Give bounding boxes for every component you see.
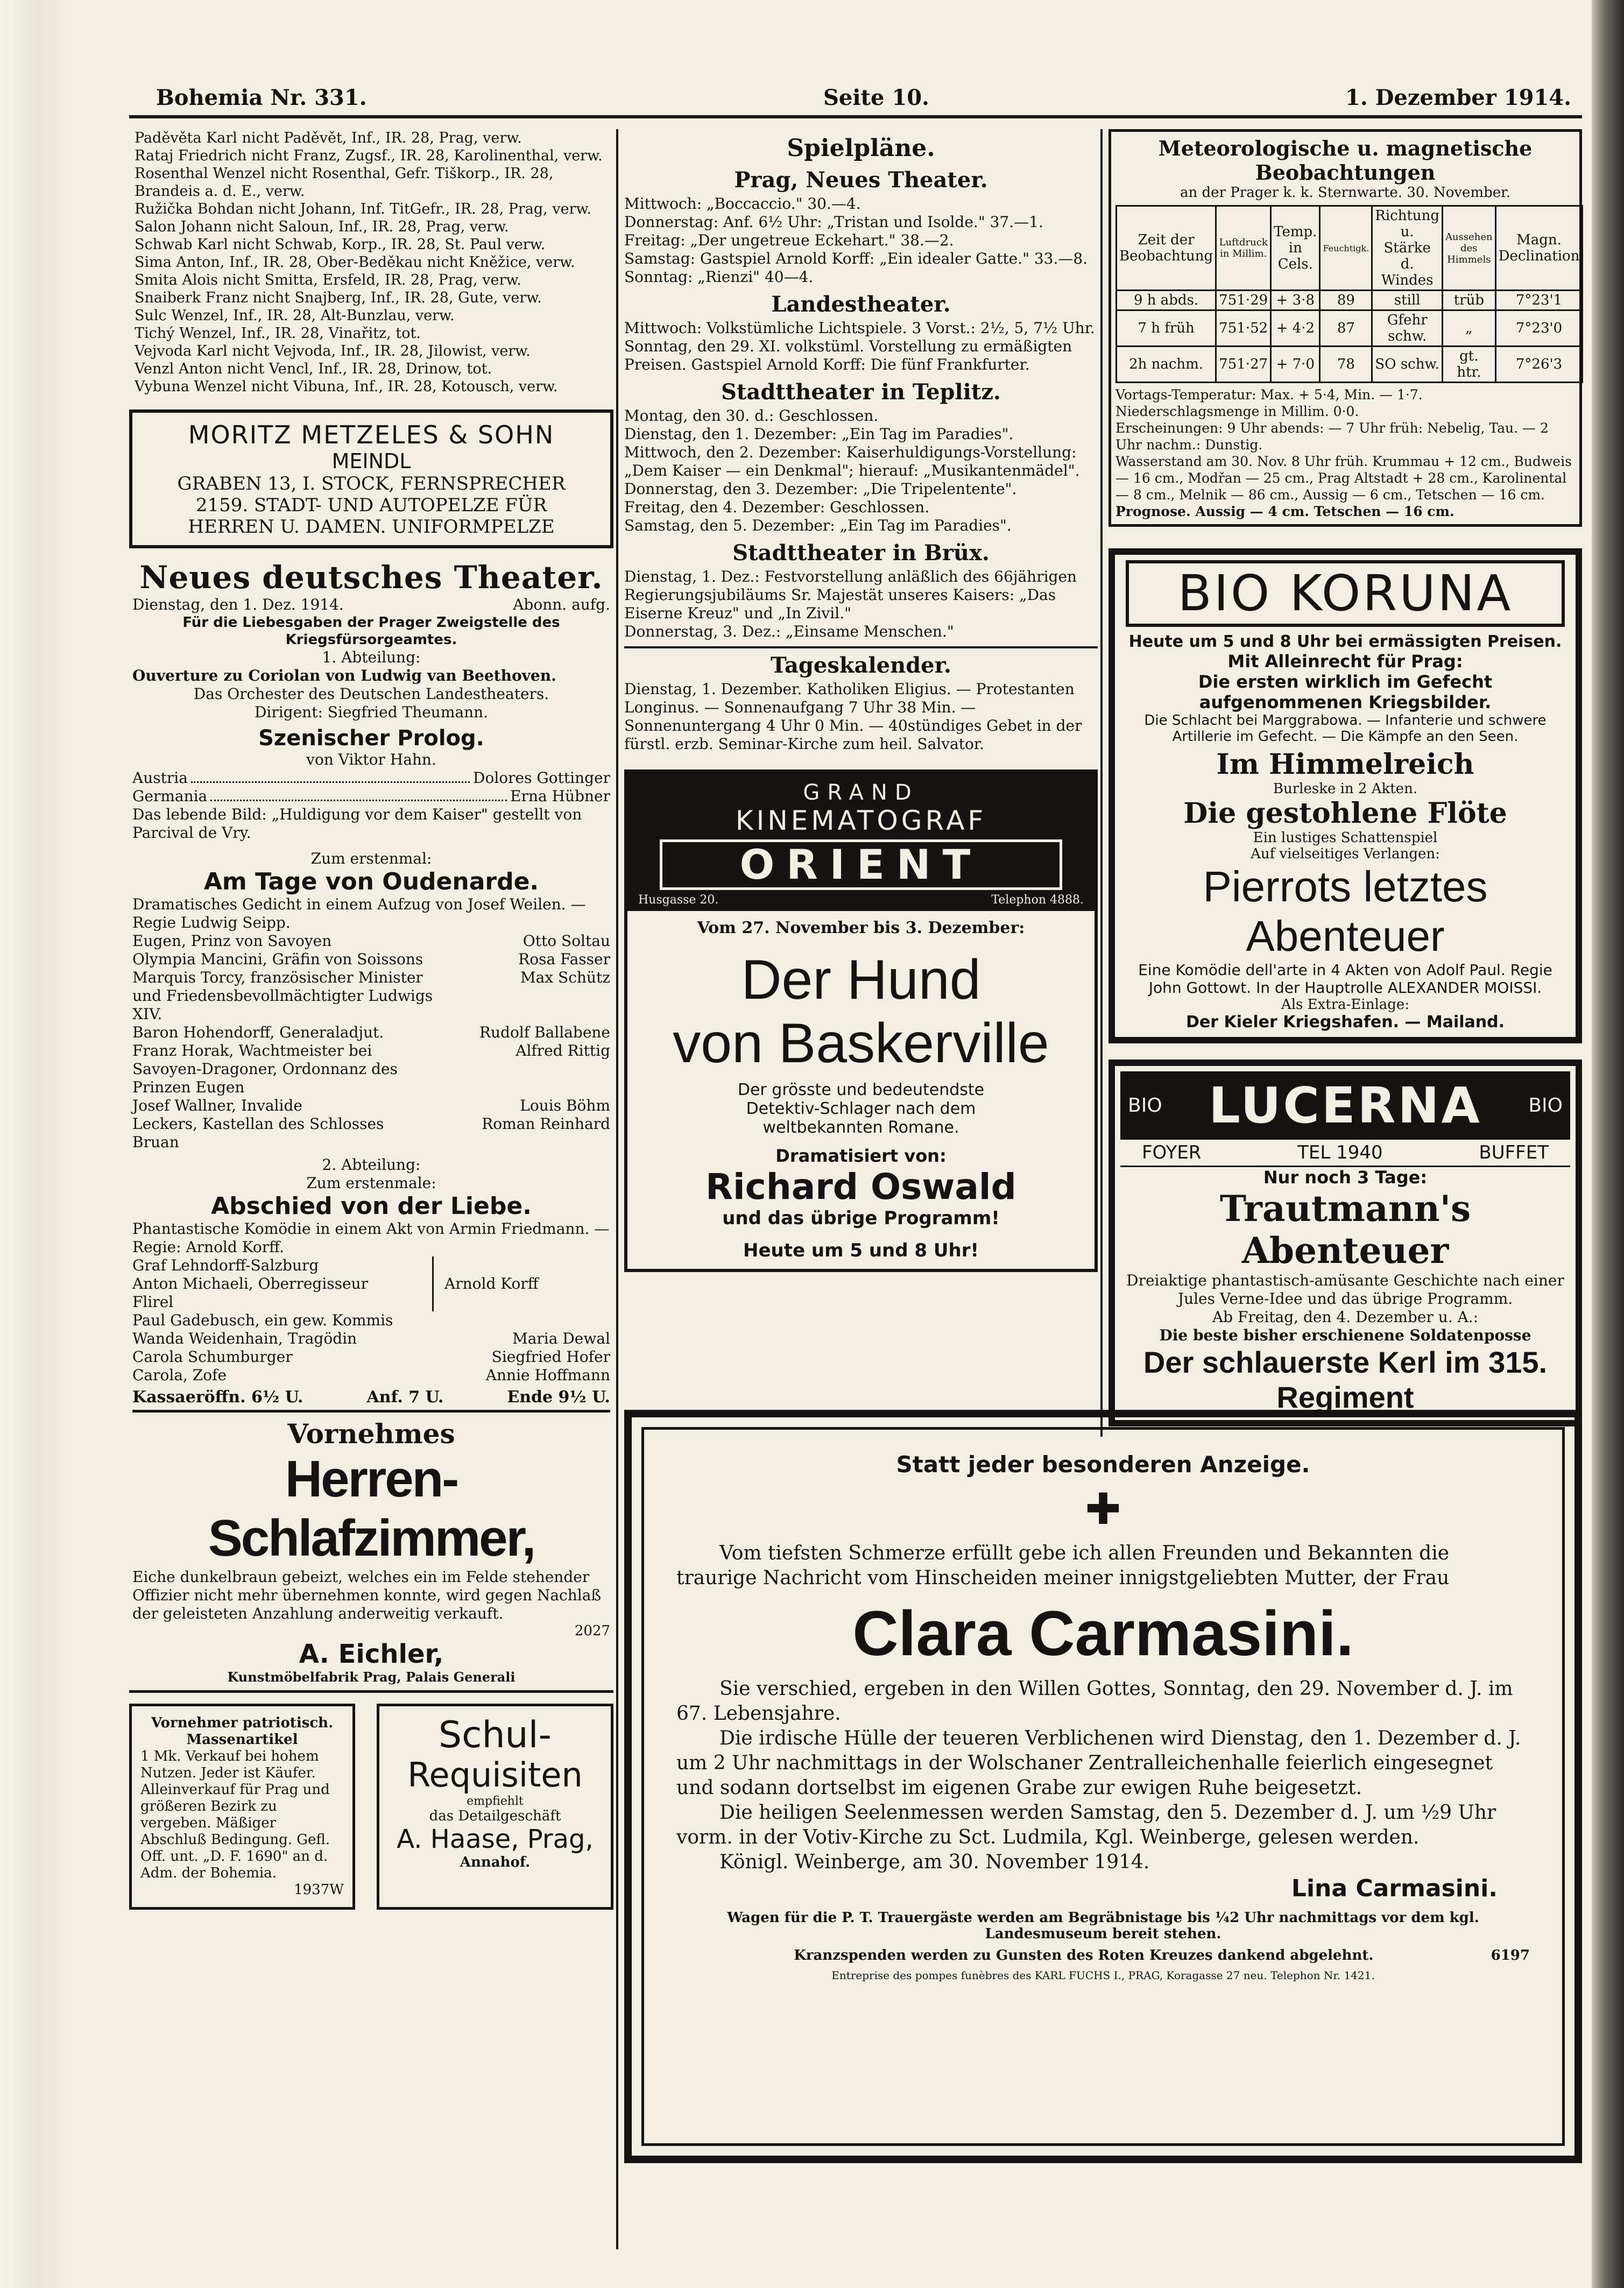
theater-date: Dienstag, den 1. Dez. 1914. <box>132 596 344 613</box>
theater-abonn: Abonn. aufg. <box>513 596 610 613</box>
cast-row <box>132 1115 610 1152</box>
list-item: Mittwoch: „Boccaccio." 30.—4. <box>624 195 861 213</box>
column-header: Zeit der Beobachtung <box>1117 206 1216 291</box>
theater-times <box>132 1388 610 1413</box>
bk-pierrot: Pierrots letztes Abenteuer <box>1203 863 1488 960</box>
play2-korff-group <box>132 1256 610 1311</box>
cast-row <box>132 969 610 1023</box>
death-p2: Sie verschied, ergeben in den Willen Gottes, Sonntag, den 29. November d. J. im 67. Lebensjahre. <box>676 1678 1513 1725</box>
cast-role: Wanda Weidenhain, Tragödin <box>132 1330 357 1347</box>
header-page-number: Seite 10. <box>823 85 929 110</box>
theater-orchestra: Das Orchester des Deutschen Landestheaters. <box>193 685 549 703</box>
lucerna-phone: TEL 1940 <box>1297 1142 1383 1163</box>
cast-row <box>132 1330 610 1348</box>
table-cell: 89 <box>1320 291 1372 310</box>
orient-dram: Dramatisiert von: <box>775 1146 947 1166</box>
haase-requisiten: Requisiten <box>407 1755 583 1795</box>
met-note: Vortags-Temperatur: Max. + 5·4, Min. — 1·7. <box>1115 387 1423 402</box>
cast-row <box>132 1023 610 1042</box>
bk-line: Mit Alleinrecht für Prag: <box>1227 651 1463 672</box>
list-item: Freitag: „Der ungetreue Eckehart." 38.—2. <box>624 231 954 249</box>
eichler-firm: A. Eichler, <box>299 1639 444 1669</box>
death-entreprise: Entreprise des pompes funèbres des KARL FUCHS I., PRAG, Koragasse 27 neu. Telephon Nr. 1421. <box>831 1969 1375 1982</box>
orient-name: ORIENT <box>660 839 1062 890</box>
bk-line: Die ersten wirklich im Gefecht aufgenommenen Kriegsbilder. <box>1198 672 1493 712</box>
list-item: Paděvěta Karl nicht Paděvět, Inf., IR. 28, Prag, verw. <box>135 130 522 146</box>
prolog-title: Szenischer Prolog. <box>258 726 484 751</box>
cast-role: Paul Gadebusch, ein gew. Kommis <box>132 1311 393 1329</box>
table-row <box>1117 291 1583 310</box>
bk-line: Die Schlacht bei Marggrabowa. — Infanterie und schwere Artillerie im Gefecht. — Die Kämpfe an den Seen. <box>1144 712 1547 745</box>
bk-desc: Eine Komödie dell'arte in 4 Akten von Adolf Paul. Regie John Gottowt. In der Hauptrolle ALEXANDER MOISSI. <box>1138 961 1552 997</box>
table-cell: 751·52 <box>1216 310 1271 347</box>
met-note: Erscheinungen: 9 Uhr abends: — 7 Uhr früh: Nebelig, Tau. — 2 Uhr nachm.: Dunstig. <box>1115 420 1549 453</box>
orient-phone: Telephon 4888. <box>991 893 1084 907</box>
list-item: Tichý Wenzel, Inf., IR. 28, Vinařitz, tot. <box>135 325 421 342</box>
table-cell: „ <box>1443 310 1496 347</box>
column-rule-1 <box>616 129 618 2249</box>
list-item: Venzl Anton nicht Vencl, Inf., IR. 28, Drinow, tot. <box>135 361 492 377</box>
column-header: Temp. in Cels. <box>1271 206 1320 291</box>
cast-role: Carola, Zofe <box>132 1366 227 1384</box>
table-cell: + 7·0 <box>1271 347 1320 383</box>
met-notes <box>1115 386 1575 520</box>
metzeles-ad <box>129 409 613 548</box>
orient-ad <box>624 769 1098 1272</box>
cast-role: Germania <box>132 787 208 805</box>
brux-title: Stadttheater in Brüx. <box>732 540 990 566</box>
list-item: Sulc Wenzel, Inf., IR. 28, Alt-Bunzlau, verw. <box>135 307 455 324</box>
list-item: Sonntag, den 29. XI. volkstüml. Vorstellung zu ermäßigten Preisen. Gastspiel Arnold Korff: Die fünf Frankfurter. <box>624 337 1072 373</box>
cast-row <box>132 1042 610 1097</box>
meteorology-box <box>1108 129 1582 527</box>
lucerna-info <box>1120 1140 1570 1167</box>
cast-actor: Siegfried Hofer <box>491 1348 610 1366</box>
orient-address: Husgasse 20. <box>638 893 719 907</box>
cast-role: Anton Michaeli, Oberregisseur <box>132 1275 369 1293</box>
prag-schedule <box>624 195 1098 286</box>
newspaper-page <box>129 75 1582 2260</box>
death-notice-inner <box>641 1427 1565 2146</box>
patriotic-text: 1 Mk. Verkauf bei hohem Nutzen. Jeder ist Käufer. Alleinverkauf für Prag und größeren Bezirk zu vergeben. Mäßiger Abschluß Bedingung. Gefl. Off. unt. „D. F. 1690" an d. Adm. der Bohemia. <box>140 1748 330 1881</box>
play1-desc: Dramatisches Gedicht in einem Aufzug von Josef Weilen. — Regie Ludwig Seipp. <box>132 895 586 931</box>
table-cell: gt. htr. <box>1443 347 1496 383</box>
cast-role: Olympia Mancini, Gräfin von Soissons <box>132 950 423 968</box>
teplitz-title: Stadttheater in Teplitz. <box>721 379 1001 405</box>
prolog-author: von Viktor Hahn. <box>306 751 436 768</box>
met-note: Prognose. Aussig — 4 cm. Tetschen — 16 cm. <box>1115 504 1454 519</box>
orient-desc1: Der grösste und bedeutendste <box>737 1081 985 1099</box>
cast-actor: Annie Hoffmann <box>485 1366 610 1384</box>
met-note: Niederschlagsmenge in Millim. 0·0. <box>1115 404 1359 419</box>
cast-role: Leckers, Kastellan des Schlosses Bruan <box>132 1115 384 1151</box>
list-item: Samstag: Gastspiel Arnold Korff: „Ein idealer Gatte." 33.—8. <box>624 250 1088 267</box>
list-item: Donnerstag, den 3. Dezember: „Die Tripelentente". <box>624 480 1017 498</box>
deceased-name: Clara Carmasini. <box>852 1598 1354 1669</box>
cast-actor: Maria Dewal <box>512 1330 610 1347</box>
list-item: Sonntag: „Rienzi" 40—4. <box>624 268 814 286</box>
theater-end: Ende 9½ U. <box>507 1388 610 1407</box>
column-right <box>1108 129 1582 1427</box>
met-note: Wasserstand am 30. Nov. 8 Uhr früh. Krummau + 12 cm., Budweis — 16 cm., Modřan — 25 cm., Prag Altstadt + 28 cm., Karolinental — 8 cm., Melnik — 86 cm., Aussig — 6 cm., Tetschen — 16 cm. <box>1115 454 1572 503</box>
table-cell: 751·27 <box>1216 347 1271 383</box>
orient-kine: KINEMATOGRAF <box>735 805 987 836</box>
theater-start: Anf. 7 U. <box>366 1388 444 1407</box>
bottom-ads <box>129 1704 613 1910</box>
table-cell: 78 <box>1320 347 1372 383</box>
prag-theater-title: Prag, Neues Theater. <box>734 167 988 193</box>
list-item: Donnerstag: Anf. 6½ Uhr: „Tristan und Isolde." 37.—1. <box>624 213 1043 231</box>
metzeles-phone: 2159. STADT- UND AUTOPELZE FÜR <box>195 495 547 516</box>
cast-actor: Erna Hübner <box>510 787 610 805</box>
brux-schedule <box>624 568 1098 641</box>
death-p4: Die heiligen Seelenmessen werden Samstag, den 5. Dezember d. J. um ½9 Uhr vorm. in der Votiv-Kirche zu Sct. Ludmila, Kgl. Weinberge, gelesen werden. <box>676 1802 1496 1848</box>
page-header <box>129 75 1582 118</box>
list-item: Mittwoch, den 2. Dezember: Kaiserhuldigungs-Vorstellung: „Dem Kaiser — ein Denkmal"; hierauf: „Musikantenmädel". <box>624 443 1080 479</box>
tageskalender-text: Dienstag, 1. Dezember. Katholiken Eligius. — Protestanten Longinus. — Sonnenaufgang 7 Uhr 38 Min. — Sonnenuntergang 4 Uhr 0 Min. — 40stündiges Gebet in der fürstl. erzb. Seminar-Kirche zum heil. Salvator. <box>624 680 1082 753</box>
lucerna-title2: Der schlauerste Kerl im 315. Regiment <box>1143 1345 1548 1414</box>
death-place: Königl. Weinberge, am 30. November 1914. <box>719 1851 1150 1873</box>
death-wagen: Wagen für die P. T. Trauergäste werden am Begräbnistage bis ¼2 Uhr nachmittags vor dem kgl. Landesmuseum bereit stehen. <box>727 1910 1479 1942</box>
cast-actor: Roman Reinhard <box>482 1115 610 1133</box>
haase-schul: Schul- <box>438 1714 552 1756</box>
schlafzimmer-ad <box>129 1413 613 1693</box>
bk-sub: Burleske in 2 Akten. <box>1273 781 1418 797</box>
cross-icon: ✚ <box>1085 1484 1121 1534</box>
bk-sub: Ein lustiges Schattenspiel <box>1253 830 1438 846</box>
list-item: Smita Alois nicht Smitta, Ersfeld, IR. 28, Prag, verw. <box>135 272 521 288</box>
table-row <box>1117 310 1583 347</box>
list-item: Dienstag, 1. Dez.: Festvorstellung anläßlich des 66jährigen Regierungsjubiläums Sr. Majestät unseres Kaisers: „Das Eiserne Kreuz" und „In Zivil." <box>624 568 1077 622</box>
table-cell: Gfehr schw. <box>1372 310 1443 347</box>
orient-title1: Der Hund <box>741 949 981 1011</box>
theater-part2: 2. Abteilung: <box>322 1156 421 1174</box>
play2-desc: Phantastische Komödie in einem Akt von Armin Friedmann. — Regie: Arnold Korff. <box>132 1220 610 1256</box>
column-header: Feuchtigk. <box>1320 206 1372 291</box>
theater-part1: 1. Abteilung: <box>322 648 421 666</box>
bk-extra2: Der Kieler Kriegshafen. — Mailand. <box>1185 1013 1505 1032</box>
lucerna-banner <box>1120 1071 1570 1140</box>
metzeles-meindl: MEINDL <box>331 449 411 473</box>
list-item: Montag, den 30. d.: Geschlossen. <box>624 407 879 425</box>
haase-ad <box>377 1704 613 1910</box>
bk-line: Heute um 5 und 8 Uhr bei ermässigten Preisen. <box>1128 632 1562 651</box>
orient-grand: GRAND <box>803 780 919 805</box>
orient-title2: von Baskerville <box>673 1012 1049 1075</box>
cast-row <box>132 1348 610 1366</box>
table-cell: 9 h abds. <box>1117 291 1216 310</box>
biokoruna-logo-box <box>1126 560 1565 627</box>
first-time-2: Zum erstenmale: <box>306 1174 436 1192</box>
table-cell: 751·29 <box>1216 291 1271 310</box>
schlafzimmer-title1: Vornehmes <box>287 1418 455 1450</box>
orient-banner <box>627 773 1095 911</box>
list-item: Mittwoch: Volkstümliche Lichtspiele. 3 Vorst.: 2½, 5, 7½ Uhr. <box>624 319 1095 337</box>
haase-firm: A. Haase, Prag, <box>397 1824 594 1854</box>
column-left <box>129 129 613 1910</box>
cast-role: Carola Schumburger <box>132 1348 293 1366</box>
lucerna-bio-right: BIO <box>1528 1094 1563 1117</box>
cast-actor: Arnold Korff <box>444 1275 539 1293</box>
scan-dark-edge <box>1592 0 1624 2288</box>
orient-contact <box>627 893 1095 907</box>
ad-number: 2027 <box>574 1623 610 1639</box>
cast-role: Josef Wallner, Invalide <box>132 1097 302 1114</box>
landes-schedule <box>624 319 1098 374</box>
table-cell: SO schw. <box>1372 347 1443 383</box>
table-cell: 2h nachm. <box>1117 347 1216 383</box>
cast-actor: Rudolf Ballabene <box>479 1023 610 1041</box>
teplitz-schedule <box>624 407 1098 535</box>
cast-role: Franz Horak, Wachtmeister bei Savoyen-Dragoner, Ordonnanz des Prinzen Eugen <box>132 1042 398 1096</box>
haase-detail: das Detailgeschäft <box>429 1808 561 1824</box>
lucerna-buffet: BUFFET <box>1479 1142 1549 1163</box>
bk-title: Im Himmelreich <box>1216 748 1474 781</box>
list-item: Samstag, den 5. Dezember: „Ein Tag im Paradies". <box>624 517 1012 534</box>
table-cell: 7 h früh <box>1117 310 1216 347</box>
cast-row <box>132 1366 610 1385</box>
column-header: Magn. Declination <box>1495 206 1583 291</box>
column-header: Aussehen des Himmels <box>1443 206 1496 291</box>
biokoruna-ad <box>1108 548 1582 1043</box>
metzeles-products: HERREN U. DAMEN. UNIFORMPELZE <box>188 516 555 538</box>
orient-desc3: weltbekannten Romane. <box>762 1118 959 1137</box>
death-notice <box>624 1410 1582 2163</box>
table-cell: 7°23'0 <box>1495 310 1583 347</box>
cast-role: Graf Lehndorff-Salzburg <box>132 1256 319 1274</box>
cast-row <box>132 1097 610 1115</box>
cast-row <box>132 932 610 950</box>
haase-annahof: Annahof. <box>460 1854 531 1870</box>
death-kranz-row <box>676 1947 1530 1964</box>
table-cell: 87 <box>1320 310 1372 347</box>
cast-role: Flirel <box>132 1293 174 1311</box>
page-left-margin <box>0 0 65 2288</box>
lucerna-ad <box>1108 1060 1582 1427</box>
cast-actor: Louis Böhm <box>520 1097 610 1114</box>
biokoruna-logo: BIO KORUNA <box>1177 564 1513 622</box>
bk-extra: Als Extra-Einlage: <box>1281 997 1410 1013</box>
bk-title: Die gestohlene Flöte <box>1183 797 1507 830</box>
table-cell: + 3·8 <box>1271 291 1320 310</box>
list-item: Ružička Bohdan nicht Johann, Inf. TitGefr., IR. 28, Prag, verw. <box>135 201 591 217</box>
orient-rest: und das übrige Programm! <box>722 1207 1000 1229</box>
list-item: Salon Johann nicht Saloun, Inf., IR. 28, Prag, verw. <box>135 218 509 235</box>
lucerna-days: Nur noch 3 Tage: <box>1263 1167 1428 1188</box>
list-item: Vejvoda Karl nicht Vejvoda, Inf., IR. 28, Jilowist, verw. <box>135 343 531 359</box>
spielplaene-title: Spielpläne. <box>787 135 935 162</box>
met-subtitle: an der Prager k. k. Sternwarte. 30. November. <box>1180 185 1510 201</box>
theater-title: Neues deutsches Theater. <box>139 559 603 596</box>
list-item: Dienstag, den 1. Dezember: „Ein Tag im Paradies". <box>624 425 1014 443</box>
patriotic-title: Vornehmer patriotisch. Massenartikel <box>151 1715 334 1748</box>
death-p3: Die irdische Hülle der teueren Verblichenen wird Dienstag, den 1. Dezember d. J. um 2 Uhr nachmittags in der Wolschaner Zentralleichenhalle feierlich eingesegnet und sodann dortselbst im eigenen Grabe zur ewigen Ruhe beigesetzt. <box>676 1727 1521 1799</box>
haase-empf: empfiehlt <box>467 1795 524 1808</box>
list-item: Schwab Karl nicht Schwab, Korp., IR. 28, St. Paul verw. <box>135 236 546 253</box>
death-kranz: Kranzspenden werden zu Gunsten des Roten Kreuzes dankend abgelehnt. <box>794 1947 1374 1964</box>
column-middle <box>624 129 1098 1272</box>
ad-number: 1937W <box>294 1882 344 1898</box>
play1-title: Am Tage von Oudenarde. <box>203 868 539 895</box>
theater-date-row <box>132 596 610 614</box>
bk-sub: Auf vielseitiges Verlangen: <box>1251 846 1440 862</box>
cast-actor: Otto Soltau <box>522 932 610 950</box>
table-cell: 7°26'3 <box>1495 347 1583 383</box>
death-p1: Vom tiefsten Schmerze erfüllt gebe ich allen Freunden und Bekannten die traurige Nachricht vom Hinscheiden meiner innigstgeliebten Mutter, der Frau <box>676 1542 1450 1589</box>
orient-times: Heute um 5 und 8 Uhr! <box>743 1240 979 1261</box>
column-header: Richtung u. Stärke d. Windes <box>1372 206 1443 291</box>
list-item: Donnerstag, 3. Dez.: „Einsame Menschen." <box>624 623 954 640</box>
metzeles-name: MORITZ METZELES & SOHN <box>188 420 555 449</box>
play2-title: Abschied von der Liebe. <box>211 1192 532 1220</box>
schlafzimmer-text: Eiche dunkelbraun gebeizt, welches ein im Felde stehender Offizier nicht mehr übernehmen konnte, wird gegen Nachlaß der geleisteten Anzahlung anderweitig verkauft. <box>132 1568 602 1622</box>
lucerna-foyer: FOYER <box>1142 1142 1202 1163</box>
lucerna-title: Trautmann's Abenteuer <box>1219 1188 1471 1272</box>
cast-actor: Rosa Fasser <box>518 950 610 968</box>
theater-benefit: Für die Liebesgaben der Prager Zweigstelle des Kriegsfürsorgeamtes. <box>182 615 560 648</box>
list-item: Freitag, den 4. Dezember: Geschlossen. <box>624 498 930 516</box>
list-item: Rataj Friedrich nicht Franz, Zugsf., IR. 28, Karolinenthal, verw. <box>135 147 603 164</box>
casualty-corrections <box>129 129 613 396</box>
ad-number: 6197 <box>1491 1947 1530 1964</box>
eichler-sub: Kunstmöbelfabrik Prag, Palais Generali <box>227 1669 516 1685</box>
theater-dirigent: Dirigent: Siegfried Theumann. <box>254 703 489 721</box>
header-issue: Bohemia Nr. 331. <box>156 85 367 110</box>
cast-actor: Alfred Rittig <box>516 1042 610 1060</box>
orient-author: Richard Oswald <box>705 1166 1016 1207</box>
patriotic-ad <box>129 1704 355 1910</box>
table-cell: + 4·2 <box>1271 310 1320 347</box>
cast-actor: Max Schütz <box>520 969 610 986</box>
first-time-1: Zum erstenmal: <box>310 850 432 867</box>
table-cell: still <box>1372 291 1443 310</box>
cast-role: Eugen, Prinz von Savoyen <box>132 932 332 950</box>
cast-role: Marquis Torcy, französischer Minister und Friedensbevollmächtigter Ludwigs XIV. <box>132 969 433 1023</box>
schlafzimmer-title2: Herren-Schlafzimmer, <box>208 1450 535 1567</box>
list-item: Vybuna Wenzel nicht Vibuna, Inf., IR. 28, Kotousch, verw. <box>135 378 558 395</box>
death-signature: Lina Carmasini. <box>1291 1875 1498 1902</box>
lucerna-desc: Dreiaktige phantastisch-amüsante Geschichte nach einer Jules Verne-Idee und das übrige Programm. <box>1126 1272 1564 1308</box>
death-heading: Statt jeder besonderen Anzeige. <box>896 1451 1310 1478</box>
theater-box-open: Kassaeröffn. 6½ U. <box>132 1388 303 1407</box>
list-item: Rosenthal Wenzel nicht Rosenthal, Gefr. Tiškorp., IR. 28, Brandeis a. d. E., verw. <box>135 165 554 200</box>
cast-row <box>132 1311 610 1330</box>
cast-role: Austria <box>132 769 188 787</box>
theater-program <box>129 559 613 1413</box>
table-header <box>1117 206 1583 291</box>
prolog-bild: Das lebende Bild: „Huldigung vor dem Kaiser" gestellt von Parcival de Vry. <box>132 806 582 842</box>
orient-dates: Vom 27. November bis 3. Dezember: <box>697 919 1025 937</box>
table-cell: 7°23'1 <box>1495 291 1583 310</box>
orient-body <box>627 911 1095 1269</box>
orient-desc2: Detektiv-Schlager nach dem <box>746 1099 976 1118</box>
cast-role: Baron Hohendorff, Generaladjut. <box>132 1023 384 1041</box>
table-cell: trüb <box>1443 291 1496 310</box>
met-title: Meteorologische u. magnetische Beobachtungen <box>1158 136 1533 185</box>
list-item: Snaiberk Franz nicht Snajberg, Inf., IR. 28, Gute, verw. <box>135 289 542 306</box>
lucerna-logo: LUCERNA <box>1209 1077 1482 1134</box>
lucerna-best: Die beste bisher erschienene Soldatenposse <box>1159 1326 1531 1344</box>
cast-row <box>132 769 610 787</box>
header-date: 1. Dezember 1914. <box>1345 85 1571 110</box>
cast-actor: Dolores Gottinger <box>473 769 610 787</box>
table-row <box>1117 347 1583 383</box>
list-item: Sima Anton, Inf., IR. 28, Ober-Beděkau nicht Kněžice, verw. <box>135 254 575 271</box>
metzeles-address: GRABEN 13, I. STOCK, FERNSPRECHER <box>177 473 566 495</box>
lucerna-bio-left: BIO <box>1128 1094 1162 1117</box>
cast-row <box>132 787 610 806</box>
met-table <box>1115 205 1583 383</box>
cast-row <box>132 950 610 969</box>
lucerna-ab: Ab Freitag, den 4. Dezember u. A.: <box>1212 1308 1479 1326</box>
column-rule-2 <box>1100 129 1103 1437</box>
column-header: Luftdruck in Millim. <box>1216 206 1271 291</box>
tageskalender-title: Tageskalender. <box>624 646 1098 678</box>
landes-title: Landestheater. <box>771 292 951 317</box>
theater-overture: Ouverture zu Coriolan von Ludwig van Beethoven. <box>132 667 556 684</box>
